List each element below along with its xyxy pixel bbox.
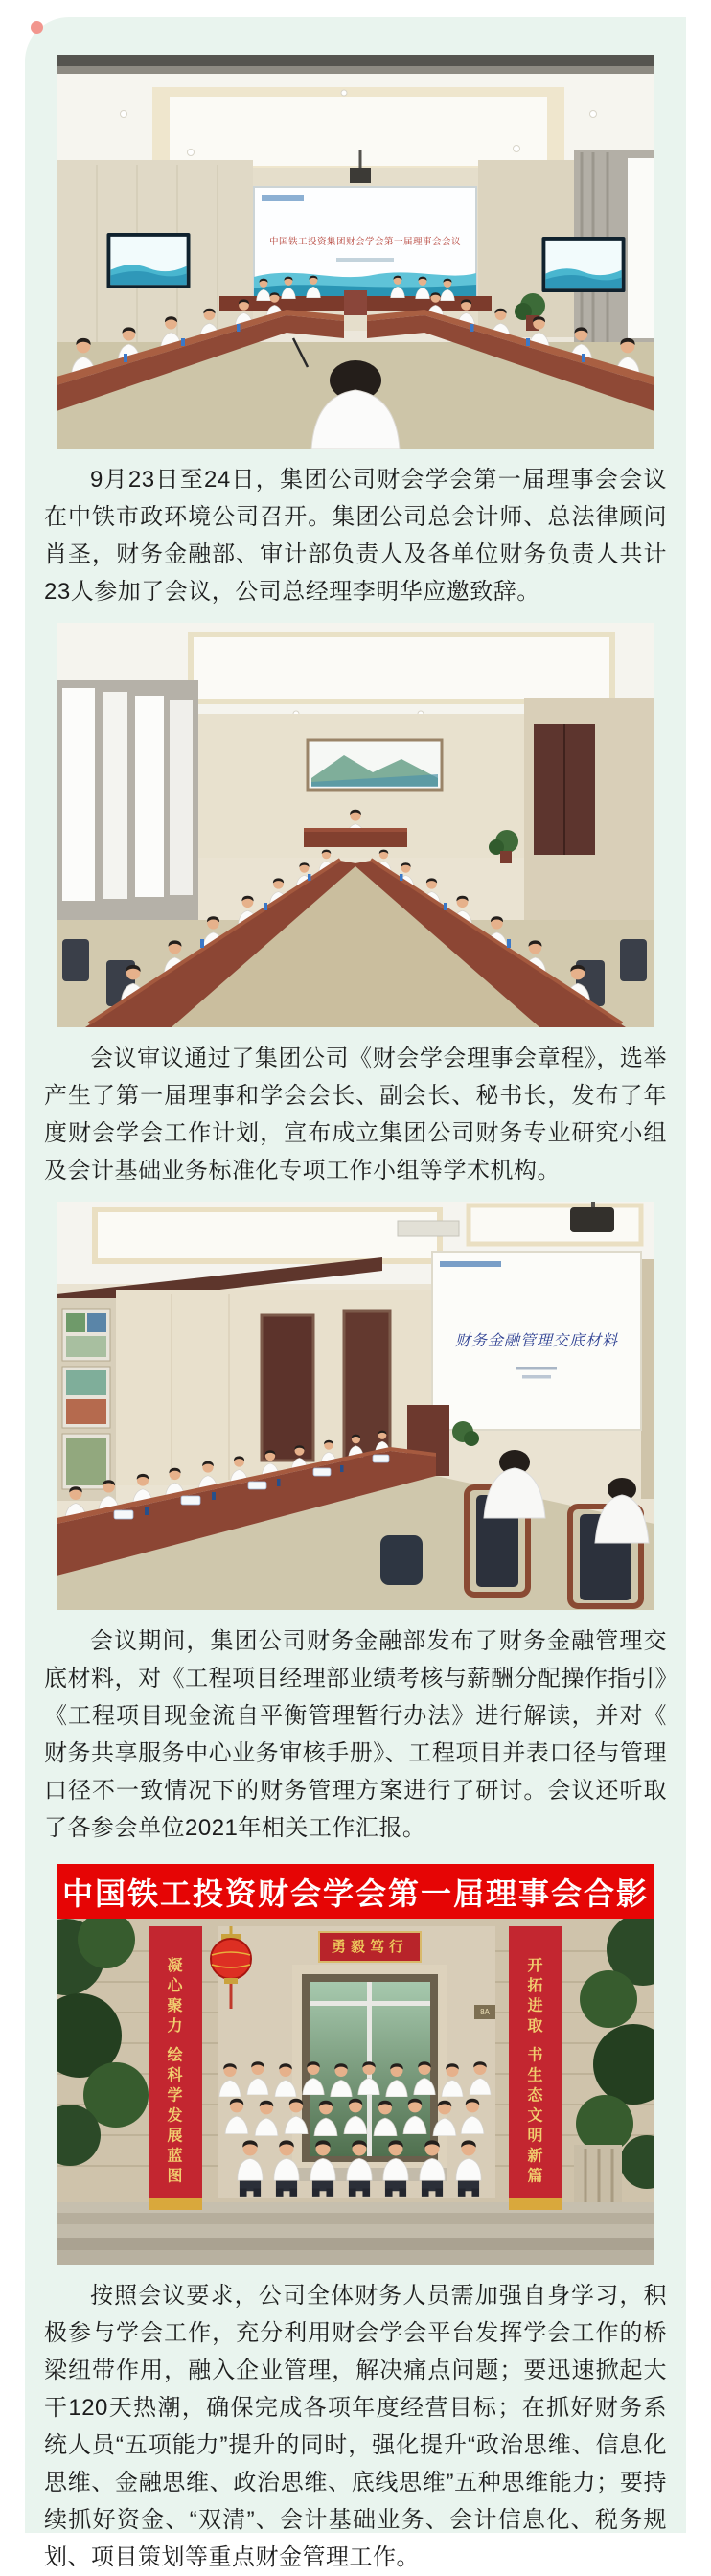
photo-meeting-room-front-image (57, 55, 654, 448)
photo-group-image (57, 1919, 654, 2265)
group-photo-banner-text: 中国铁工投资财会学会第一届理事会合影 (61, 1875, 649, 1911)
paragraph-4: 按照会议要求，公司全体财务人员需加强自身学习，积极参与学会工作，充分利用财会学会平台发挥学会工作的桥梁纽带作用，融入企业管理，解决痛点问题；要迅速掀起大干120天热潮，确保完成各项年度经营目标；在抓好财务系统人员“五项能力”提升的同时，强化提升“政治思维、信息化思维、金融思维、政治思维、底线思维”五种思维能力；要持续抓好资金、“双清”、会计基础业务、会计信息化、税务规划、项目策划等重点财金管理工作。 (44, 2283, 667, 2570)
photo-meeting-room-long-image (57, 623, 654, 1027)
door-plaque (318, 1931, 422, 1963)
photo-meeting-room-long[interactable] (57, 623, 654, 1027)
photo1-screen-title: 中国铁工投资集团财会学会第一届理事会会议 (268, 237, 462, 247)
photo-meeting-room-screen[interactable] (57, 1202, 654, 1610)
paragraph-2: 会议审议通过了集团公司《财会学会理事会章程》，选举产生了第一届理事和学会会长、副会长、秘书长，发布了年度财会学会工作计划，宣布成立集团公司财务专业研究小组及会计基础业务标准化专项工作小组等学术机构。 (44, 1046, 667, 1184)
decorative-dot (31, 21, 43, 34)
photo-meeting-room-front[interactable] (57, 55, 654, 448)
room-sign: 8A (474, 2005, 495, 2019)
couplet-right: 开拓进取 书生态文明新篇 (525, 1956, 541, 2188)
door-plaque-text: 勇毅笃行 (331, 1939, 408, 1955)
photo-meeting-room-screen-image (57, 1202, 654, 1610)
group-photo-banner (57, 1864, 654, 1919)
photo-group[interactable] (57, 1919, 654, 2265)
paragraph-1: 9月23日至24日，集团公司财会学会第一届理事会会议在中铁市政环境公司召开。集团公司总会计师、总法律顾问肖圣，财务金融部、审计部负责人及各单位财务负责人共计23人参加了会议，公司总经理李明华应邀致辞。 (44, 467, 667, 605)
couplet-left: 凝心聚力 绘科学发展蓝图 (165, 1956, 181, 2188)
article-card (25, 17, 686, 2570)
photo3-screen-title: 财务金融管理交底材料 (454, 1333, 619, 1349)
paragraph-3: 会议期间，集团公司财务金融部发布了财务金融管理交底材料，对《工程项目经理部业绩考核与薪酬分配操作指引》《工程项目现金流自平衡管理暂行办法》进行解读，并对《财务共享服务中心业务审核手册》、工程项目并表口径与管理口径不一致情况下的财务管理方案进行了研讨。会议还听取了各参会单位2021年相关工作汇报。 (44, 1628, 667, 1841)
